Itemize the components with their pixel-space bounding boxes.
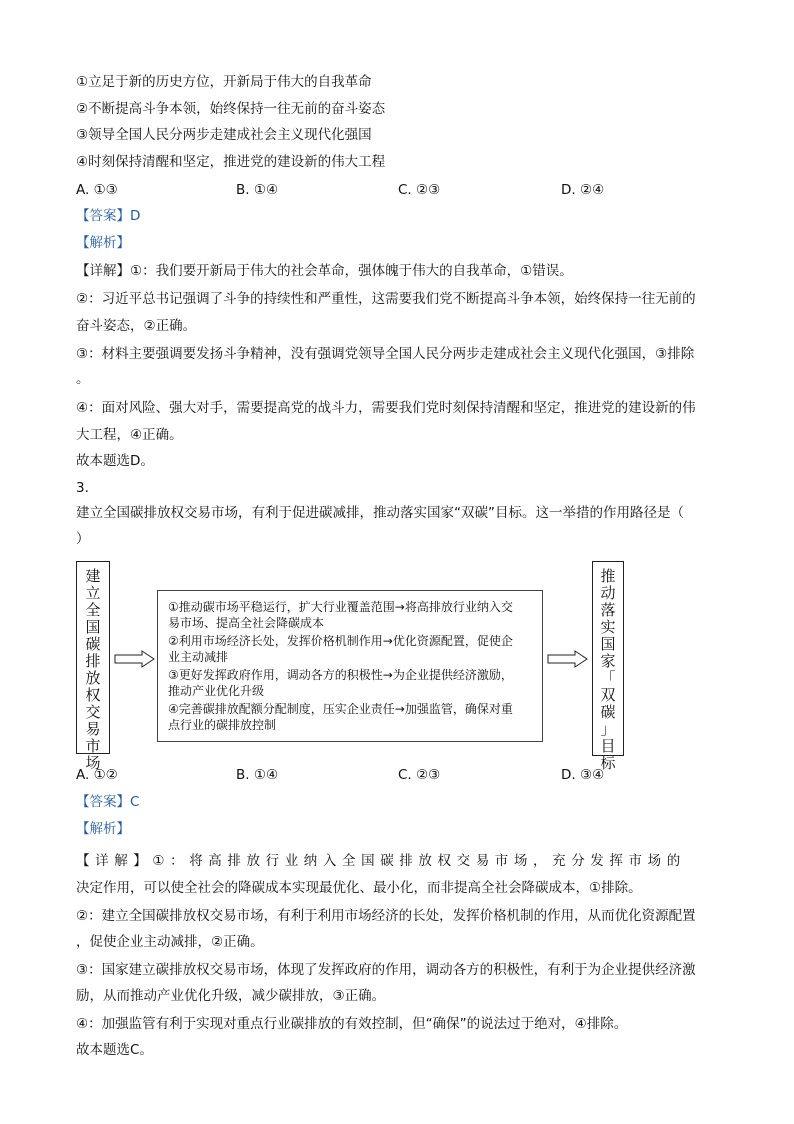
- q3-option-a: A. ①②: [76, 767, 118, 783]
- q2-explanation-line: 。: [76, 371, 90, 387]
- q2-explanation-line: 故本题选D。: [76, 453, 154, 469]
- q3-explanation-line: ，促使企业主动减排，②正确。: [76, 934, 264, 950]
- q2-explanation-line: ③：材料主要强调要发扬斗争精神，没有强调党领导全国人民分两步走建成社会主义现代化强国，③排除: [76, 346, 695, 362]
- q2-explanation-line: 【详解】①：我们要开新局于伟大的社会革命，强体魄于伟大的自我革命，①错误。: [76, 263, 573, 279]
- q3-option-b: B. ①④: [236, 767, 279, 783]
- q3-explanation-line: 励，从而推动产业优化升级，减少碳排放，③正确。: [76, 988, 386, 1004]
- q3-option-d: D. ③④: [561, 767, 605, 783]
- q3-option-c: C. ②③: [398, 767, 441, 783]
- q2-explanation-line: 奋斗姿态，②正确。: [76, 318, 197, 334]
- arrow-right-icon: [547, 650, 589, 668]
- diagram-left-text: 建 立 全 国 碳 排 放 权 交 易 市 场: [85, 567, 101, 772]
- diagram-middle-line: 点行业的碳排放控制: [168, 718, 277, 732]
- q2-item-3: ③领导全国人民分两步走建成社会主义现代化强国: [76, 127, 372, 143]
- q3-explanation-line: ②：建立全国碳排放权交易市场，有利于利用市场经济的长处，发挥价格机制的作用，从而优化资源配置: [76, 908, 696, 924]
- diagram-middle-line: ④完善碳排放配额分配制度，压实企业责任→加强监管，确保对重: [168, 702, 513, 716]
- q2-answer: 【答案】D: [76, 208, 141, 224]
- q3-stem: 建立全国碳排放权交易市场，有利于促进碳减排，推动落实国家“双碳”目标。这一举措的作用路径是（: [76, 505, 684, 521]
- diagram-middle-line: 易市场、提高全社会降碳成本: [168, 616, 325, 630]
- diagram-right-box: [592, 561, 624, 772]
- q2-analysis-label: 【解析】: [76, 235, 130, 251]
- q3-options: [76, 765, 716, 785]
- q2-item-4: ④时刻保持清醒和坚定，推进党的建设新的伟大工程: [76, 154, 386, 170]
- diagram-middle-line: ②利用市场经济长处，发挥价格机制作用→优化资源配置，促使企: [168, 634, 513, 648]
- q2-explanation-line: ④：面对风险、强大对手，需要提高党的战斗力，需要我们党时刻保持清醒和坚定，推进党的建设新的伟: [76, 400, 696, 416]
- q2-option-c: C. ②③: [398, 182, 441, 198]
- q3-analysis-label: 【解析】: [76, 821, 130, 837]
- q3-explanation-line: 【详解】①：将高排放行业纳入全国碳排放权交易市场，充分发挥市场的: [76, 853, 686, 869]
- q2-option-d: D. ②④: [561, 182, 605, 198]
- q2-option-a: A. ①③: [76, 182, 118, 198]
- diagram-middle-line: 业主动减排: [168, 650, 229, 664]
- q2-option-b: B. ①④: [236, 182, 279, 198]
- diagram-middle-line: ①推动碳市场平稳运行，扩大行业覆盖范围→将高排放行业纳入交: [168, 600, 513, 614]
- diagram-middle-box: [157, 590, 543, 742]
- q3-explanation-line: ④：加强监管有利于实现对重点行业碳排放的有效控制，但“确保”的说法过于绝对，④排除。: [76, 1016, 628, 1032]
- q3-explanation-line: 故本题选C。: [76, 1042, 153, 1058]
- diagram-middle-line: 推动产业优化升级: [168, 684, 265, 698]
- diagram-left-box: [76, 561, 110, 772]
- q2-options: [76, 180, 716, 200]
- q3-answer: 【答案】C: [76, 794, 140, 810]
- q3-number: 3.: [76, 480, 89, 496]
- diagram-middle-line: ③更好发挥政府作用，调动各方的积极性→为企业提供经济激励，: [168, 668, 513, 682]
- q2-explanation-line: 大工程，④正确。: [76, 427, 183, 443]
- q2-explanation-line: ②：习近平总书记强调了斗争的持续性和严重性，这需要我们党不断提高斗争本领，始终保持一往无前的: [76, 291, 696, 307]
- q2-item-2: ②不断提高斗争本领，始终保持一往无前的奋斗姿态: [76, 101, 386, 117]
- q3-explanation-line: 决定作用，可以使全社会的降碳成本实现最优化、最小化，而非提高全社会降碳成本，①排除。: [76, 880, 642, 896]
- arrow-right-icon: [114, 650, 156, 668]
- q3-explanation-line: ③：国家建立碳排放权交易市场，体现了发挥政府的作用，调动各方的积极性，有利于为企业提供经济激: [76, 962, 696, 978]
- q3-stem-end: ）: [76, 531, 90, 547]
- diagram-right-text: 推 动 落 实 国 家 「 双 碳 」 目 标: [600, 567, 616, 772]
- q2-item-1: ①立足于新的历史方位，开新局于伟大的自我革命: [76, 74, 372, 90]
